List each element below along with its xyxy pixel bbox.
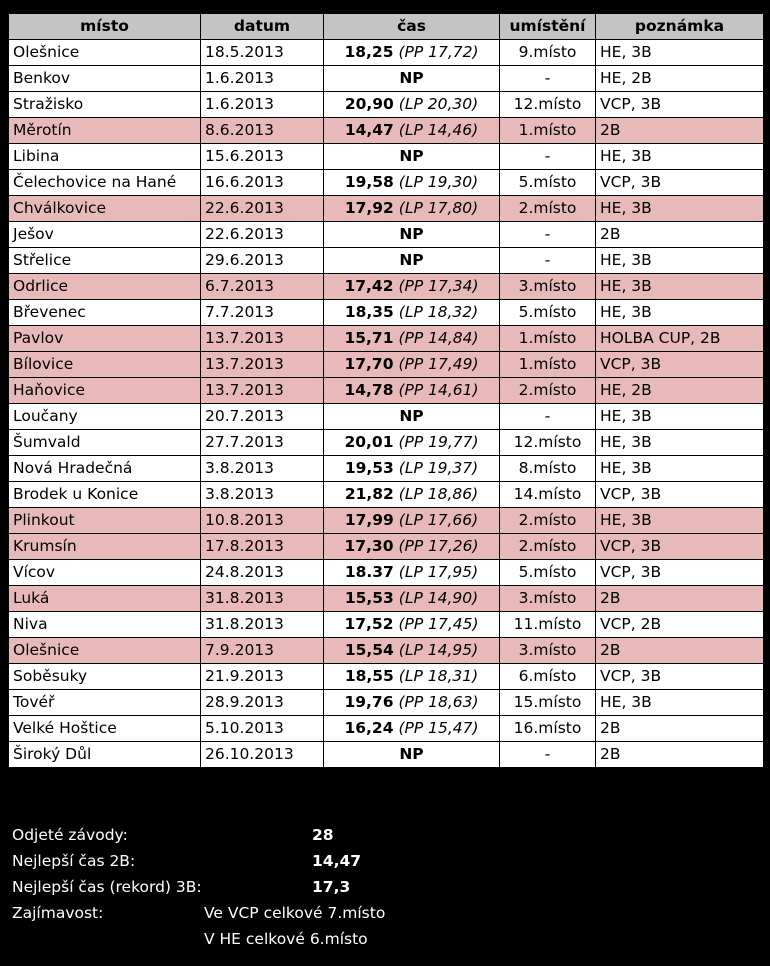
cell-date: 13.7.2013 [201,378,324,404]
time-value: 17,70 [344,355,394,373]
cell-place: Střelice [9,248,201,274]
cell-note: HE, 3B [596,456,764,482]
cell-place: Stražisko [9,92,201,118]
cell-note: HE, 3B [596,430,764,456]
cell-place: Niva [9,612,201,638]
table-row [9,638,764,664]
time-detail: (PP 18,63) [398,693,479,711]
time-value: 14,47 [344,121,394,139]
cell-date: 3.8.2013 [201,456,324,482]
cell-place: Brodek u Konice [9,482,201,508]
table-row [9,274,764,300]
cell-time [324,274,500,300]
header-rank: umístění [500,14,596,40]
best-2b-label: Nejlepší čas 2B: [12,852,136,870]
cell-date: 5.10.2013 [201,716,324,742]
cell-note: VCP, 3B [596,482,764,508]
cell-place: Odrlice [9,274,201,300]
cell-place: Nová Hradečná [9,456,201,482]
time-detail: (PP 14,61) [398,381,479,399]
cell-place: Břevenec [9,300,201,326]
cell-rank: 11.místo [500,612,596,638]
time-value: NP [399,69,424,87]
cell-time [324,716,500,742]
cell-rank: - [500,742,596,768]
cell-date: 13.7.2013 [201,326,324,352]
cell-place: Krumsín [9,534,201,560]
cell-time [324,378,500,404]
header-note: poznámka [596,14,764,40]
cell-time [324,92,500,118]
cell-rank: 5.místo [500,170,596,196]
cell-place: Plinkout [9,508,201,534]
cell-note: HE, 3B [596,404,764,430]
cell-note: 2B [596,222,764,248]
table-row [9,300,764,326]
cell-place: Benkov [9,66,201,92]
time-value: 17,92 [344,199,394,217]
cell-time [324,40,500,66]
cell-date: 6.7.2013 [201,274,324,300]
cell-time [324,326,500,352]
time-value: 15,53 [344,589,394,607]
time-detail: (PP 17,49) [398,355,479,373]
table-row [9,456,764,482]
cell-note: HE, 3B [596,40,764,66]
cell-time [324,586,500,612]
cell-place: Čelechovice na Hané [9,170,201,196]
cell-place: Velké Hoštice [9,716,201,742]
time-value: NP [399,407,424,425]
cell-time [324,300,500,326]
table-row [9,248,764,274]
cell-time [324,430,500,456]
cell-date: 27.7.2013 [201,430,324,456]
cell-date: 16.6.2013 [201,170,324,196]
cell-note: HE, 3B [596,508,764,534]
table-row [9,716,764,742]
cell-time [324,118,500,144]
cell-time [324,638,500,664]
cell-note: 2B [596,638,764,664]
time-value: 19,58 [344,173,394,191]
cell-note: VCP, 2B [596,612,764,638]
cell-rank: 3.místo [500,274,596,300]
time-detail: (PP 14,84) [398,329,479,347]
time-detail: (LP 17,66) [398,511,479,529]
time-detail: (LP 17,95) [398,563,479,581]
time-value: NP [399,745,424,763]
cell-place: Široký Důl [9,742,201,768]
cell-time [324,690,500,716]
time-value: 18,25 [344,43,394,61]
time-value: 18.37 [344,563,394,581]
table-row [9,586,764,612]
cell-note: HE, 3B [596,248,764,274]
table-row [9,118,764,144]
cell-note: HE, 2B [596,378,764,404]
cell-date: 1.6.2013 [201,92,324,118]
table-row [9,144,764,170]
time-detail: (PP 17,45) [398,615,479,633]
time-detail: (LP 17,80) [398,199,479,217]
cell-time [324,144,500,170]
cell-date: 26.10.2013 [201,742,324,768]
cell-time [324,612,500,638]
cell-place: Olešnice [9,40,201,66]
cell-note: VCP, 3B [596,170,764,196]
cell-rank: 3.místo [500,586,596,612]
header-place: místo [9,14,201,40]
cell-rank: - [500,404,596,430]
cell-note: HE, 2B [596,66,764,92]
cell-rank: 2.místo [500,196,596,222]
time-detail: (PP 19,77) [398,433,479,451]
best-3b-value: 17,3 [312,878,351,896]
time-detail: (LP 14,90) [398,589,479,607]
cell-note: VCP, 3B [596,560,764,586]
time-value: 17,52 [344,615,394,633]
cell-date: 28.9.2013 [201,690,324,716]
time-value: NP [399,225,424,243]
table-row [9,222,764,248]
cell-time [324,352,500,378]
table-row [9,404,764,430]
table-row [9,560,764,586]
results-table [8,13,764,768]
cell-time [324,66,500,92]
time-value: 19,53 [344,459,394,477]
time-value: 16,24 [344,719,394,737]
cell-note: HE, 3B [596,274,764,300]
cell-rank: 3.místo [500,638,596,664]
cell-place: Vícov [9,560,201,586]
cell-date: 24.8.2013 [201,560,324,586]
cell-date: 22.6.2013 [201,222,324,248]
cell-note: HE, 3B [596,300,764,326]
cell-rank: 2.místo [500,378,596,404]
cell-rank: - [500,248,596,274]
cell-rank: 6.místo [500,664,596,690]
cell-rank: - [500,144,596,170]
cell-place: Pavlov [9,326,201,352]
cell-place: Bílovice [9,352,201,378]
cell-time [324,482,500,508]
cell-date: 21.9.2013 [201,664,324,690]
table-row [9,430,764,456]
time-detail: (LP 18,32) [398,303,479,321]
cell-note: VCP, 3B [596,664,764,690]
cell-time [324,508,500,534]
cell-date: 7.9.2013 [201,638,324,664]
table-body [9,40,764,768]
cell-date: 18.5.2013 [201,40,324,66]
time-value: 20,01 [344,433,394,451]
cell-rank: 15.místo [500,690,596,716]
header-time: čas [324,14,500,40]
cell-time [324,456,500,482]
time-detail: (LP 14,46) [398,121,479,139]
cell-place: Olešnice [9,638,201,664]
cell-rank: 16.místo [500,716,596,742]
time-value: 17,99 [344,511,394,529]
cell-place: Loučany [9,404,201,430]
cell-rank: 12.místo [500,430,596,456]
cell-time [324,170,500,196]
cell-rank: - [500,222,596,248]
cell-date: 31.8.2013 [201,586,324,612]
time-detail: (PP 17,26) [398,537,479,555]
time-detail: (LP 18,86) [398,485,479,503]
time-value: 17,30 [344,537,394,555]
cell-date: 1.6.2013 [201,66,324,92]
cell-note: HE, 3B [596,690,764,716]
cell-date: 13.7.2013 [201,352,324,378]
cell-rank: 9.místo [500,40,596,66]
cell-note: HE, 3B [596,144,764,170]
table-row [9,40,764,66]
cell-date: 31.8.2013 [201,612,324,638]
cell-date: 3.8.2013 [201,482,324,508]
cell-rank: 1.místo [500,326,596,352]
best-2b-value: 14,47 [312,852,362,870]
cell-note: HE, 3B [596,196,764,222]
cell-place: Luká [9,586,201,612]
cell-note: 2B [596,118,764,144]
cell-place: Tovéř [9,690,201,716]
cell-note: HOLBA CUP, 2B [596,326,764,352]
table-row [9,92,764,118]
cell-date: 29.6.2013 [201,248,324,274]
cell-date: 17.8.2013 [201,534,324,560]
best-3b-label: Nejlepší čas (rekord) 3B: [12,878,202,896]
cell-rank: 12.místo [500,92,596,118]
time-value: 17,42 [344,277,394,295]
cell-note: 2B [596,716,764,742]
header-date: datum [201,14,324,40]
table-row [9,66,764,92]
trivia-line-1: Ve VCP celkové 7.místo [204,904,386,922]
table-row [9,508,764,534]
table-row [9,378,764,404]
cell-time [324,248,500,274]
time-detail: (PP 17,34) [398,277,479,295]
cell-note: VCP, 3B [596,92,764,118]
time-value: 21,82 [344,485,394,503]
cell-rank: 5.místo [500,300,596,326]
cell-time [324,196,500,222]
cell-place: Ješov [9,222,201,248]
cell-place: Soběsuky [9,664,201,690]
cell-rank: 1.místo [500,118,596,144]
cell-date: 8.6.2013 [201,118,324,144]
races-label: Odjeté závody: [12,826,128,844]
races-value: 28 [312,826,334,844]
cell-place: Měrotín [9,118,201,144]
cell-place: Haňovice [9,378,201,404]
cell-note: VCP, 3B [596,534,764,560]
time-value: 18,35 [344,303,394,321]
time-detail: (PP 17,72) [398,43,479,61]
cell-time [324,534,500,560]
time-value: 14,78 [344,381,394,399]
cell-rank: 8.místo [500,456,596,482]
time-value: 19,76 [344,693,394,711]
cell-time [324,664,500,690]
time-value: 20,90 [344,95,394,113]
trivia-line-2: V HE celkové 6.místo [204,930,368,948]
cell-note: 2B [596,742,764,768]
cell-date: 10.8.2013 [201,508,324,534]
time-detail: (LP 19,30) [398,173,479,191]
table-row [9,326,764,352]
cell-rank: 2.místo [500,534,596,560]
table-row [9,482,764,508]
cell-rank: - [500,66,596,92]
cell-place: Chválkovice [9,196,201,222]
time-value: 18,55 [344,667,394,685]
table-row [9,352,764,378]
cell-rank: 5.místo [500,560,596,586]
cell-time [324,222,500,248]
trivia-label: Zajímavost: [12,904,104,922]
table-row [9,664,764,690]
table-row [9,742,764,768]
cell-time [324,742,500,768]
time-value: NP [399,147,424,165]
table-row [9,534,764,560]
time-value: NP [399,251,424,269]
time-detail: (LP 18,31) [398,667,479,685]
cell-rank: 1.místo [500,352,596,378]
table-header-row [9,14,764,40]
time-value: 15,71 [344,329,394,347]
cell-place: Šumvald [9,430,201,456]
cell-date: 15.6.2013 [201,144,324,170]
table-row [9,196,764,222]
table-row [9,690,764,716]
cell-time [324,404,500,430]
cell-place: Libina [9,144,201,170]
cell-rank: 14.místo [500,482,596,508]
cell-note: VCP, 3B [596,352,764,378]
cell-date: 20.7.2013 [201,404,324,430]
time-value: 15,54 [344,641,394,659]
table-row [9,612,764,638]
table-row [9,170,764,196]
cell-note: 2B [596,586,764,612]
cell-rank: 2.místo [500,508,596,534]
time-detail: (PP 15,47) [398,719,479,737]
cell-time [324,560,500,586]
time-detail: (LP 20,30) [398,95,479,113]
time-detail: (LP 14,95) [398,641,479,659]
time-detail: (LP 19,37) [398,459,479,477]
cell-date: 22.6.2013 [201,196,324,222]
cell-date: 7.7.2013 [201,300,324,326]
